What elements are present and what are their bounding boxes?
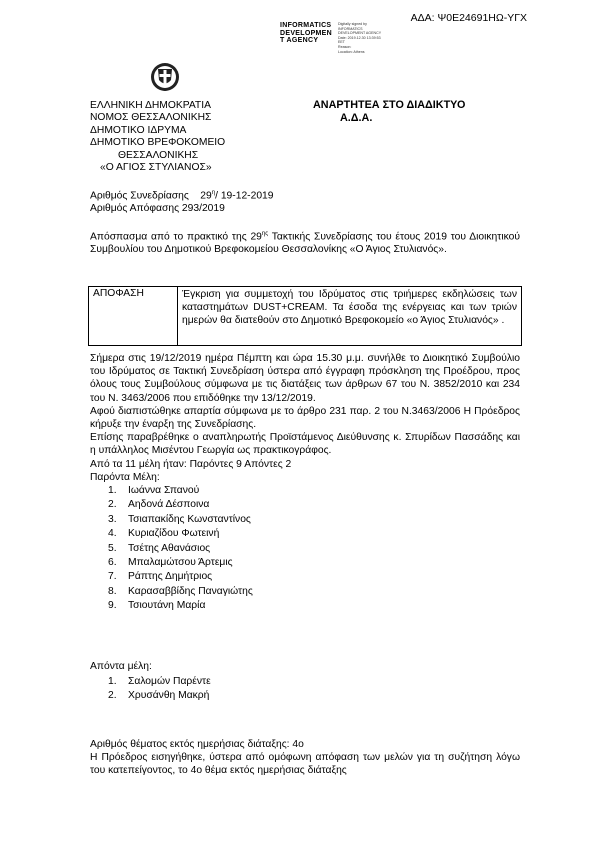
quorum-paragraph: Αφού διαπιστώθηκε απαρτία σύμφωνα με το άρθρο 231 παρ. 2 του Ν.3463/2006 Η Πρόεδρος κήρυξε την έναρξη της Συνεδρίασης. bbox=[90, 405, 520, 431]
decision-text: Έγκριση για συμμετοχή του Ιδρύματος στις τριήμερες εκδηλώσεις των καταστημάτων DUST+CREAM. Τα έσοδα της ενέργειας και των τριών ημερών θα διατεθούν στο Δημοτικό Βρεφοκομείο «ο Άγιος Στυλιανός» . bbox=[182, 289, 517, 326]
member-count-paragraph: Από τα 11 μέλη ήταν: Παρόντες 9 Απόντες 2 bbox=[90, 458, 292, 470]
present-members-label: Παρόντα Μέλη: bbox=[90, 471, 160, 483]
session-number-line: Αριθμός Συνεδρίασης $29^\eta/$ 19-12-2019 bbox=[90, 190, 274, 202]
list-item: 1. Ιωάννα Σπανού bbox=[108, 485, 200, 497]
absent-members bbox=[90, 661, 520, 704]
agenda-item-number: Αριθμός θέματος εκτός ημερήσιας διάταξης: 4ο bbox=[90, 739, 304, 750]
issuer-institution: ΔΗΜΟΤΙΚΟ ΒΡΕΦΟΚΟΜΕΙΟ bbox=[90, 137, 226, 149]
list-item: 1. Σαλομών Παρέντε bbox=[108, 676, 211, 687]
attendance-paragraph: Επίσης παραβρέθηκε ο αναπληρωτής Προϊστάμενος Διεύθυνσης κ. Σπυρίδων Πασσάδης και η υπάλληλος Μισέντου Γεωργία ως πρακτικογράφος. bbox=[90, 432, 520, 457]
issuer-foundation: ΔΗΜΟΤΙΚΟ ΙΔΡΥΜΑ bbox=[90, 124, 187, 136]
issuer-block bbox=[90, 100, 225, 174]
list-item: 7. Ράπτης Δημήτριος bbox=[108, 571, 213, 583]
list-item: 2. Χρυσάνθη Μακρή bbox=[108, 690, 210, 702]
excerpt-paragraph: Απόσπασμα από το πρακτικό της $29^{\eta\varsigma}$ Τακτικής Συνεδρίασης του έτους 2019 του Διοικητικού Συμβουλίου του Δημοτικού Βρεφοκομείου Θεσσαλονίκης «Ο Άγιος Στυλιανός». bbox=[90, 231, 521, 256]
list-item: 4. Κυριαζίδου Φωτεινή bbox=[108, 528, 220, 540]
greek-emblem-icon bbox=[150, 62, 180, 92]
list-item: 8. Καρασαββίδης Παναγιώτης bbox=[108, 585, 253, 597]
absent-members-label: Απόντα μέλη: bbox=[90, 661, 152, 672]
signature-agency-name: INFORMATICS DEVELOPMEN T AGENCY bbox=[280, 22, 333, 44]
list-item: 9. Τσιουτάνη Μαρία bbox=[108, 600, 206, 612]
list-item: 3. Τσιαπακίδης Κωνσταντίνος bbox=[108, 513, 251, 525]
posting-notice bbox=[313, 99, 465, 125]
digital-signature-stamp bbox=[280, 22, 381, 54]
decision-number-line: Αριθμός Απόφασης 293/2019 bbox=[90, 202, 225, 214]
absent-members-list bbox=[90, 675, 520, 704]
list-item: 2. Αηδονά Δέσποινα bbox=[108, 499, 210, 511]
ada-label: Α.Δ.Α. bbox=[340, 112, 373, 124]
agenda-item-section bbox=[90, 738, 520, 778]
meeting-paragraph: Σήμερα στις 19/12/2019 ημέρα Πέμπτη και ώρα 15.30 μ.μ. συνήλθε το Διοικητικό Συμβούλιο του Ιδρύματος σε Τακτική Συνεδρίαση ύστερα από έγγραφη πρόσκληση της Προέδρου, προς όλους τους Συμβούλους σύμφωνα με τις διατάξεις των άρθρων 67 του Ν. 3852/2010 και 234 του Ν. 3463/2006 που επιδόθηκε την 13/12/2019. bbox=[90, 353, 520, 404]
ada-number: ΑΔΑ: Ψ0Ε24691ΗΩ-ΥΓΧ bbox=[410, 12, 527, 24]
list-item: 6. Μπαλαμώτσου Άρτεμις bbox=[108, 557, 233, 569]
agenda-item-intro: Η Πρόεδρος εισηγήθηκε, ύστερα από ομόφωνη απόφαση των μελών για τη συζήτηση λόγω του κατεπείγοντος, το 4ο θέμα εκτός ημερήσιας διάταξης bbox=[90, 752, 520, 777]
issuer-city: ΘΕΣΣΑΛΟΝΙΚΗΣ bbox=[118, 149, 199, 161]
signature-details: Digitally signed by INFORMATICS DEVELOPMENT AGENCY Date: 2019.12.30 13:39:53 EET Reason: Location: Athens bbox=[338, 22, 382, 54]
decision-box bbox=[88, 286, 522, 346]
posting-title: ΑΝΑΡΤΗΤΕΑ ΣΤΟ ΔΙΑΔΙΚΤΥΟ bbox=[313, 99, 466, 111]
session-info bbox=[90, 187, 274, 215]
issuer-saint: «Ο ΑΓΙΟΣ ΣΤΥΛΙΑΝΟΣ» bbox=[100, 162, 212, 174]
issuer-prefecture: ΝΟΜΟΣ ΘΕΣΣΑΛΟΝΙΚΗΣ bbox=[90, 112, 212, 124]
present-members-list bbox=[90, 484, 520, 614]
issuer-country: ΕΛΛΗΝΙΚΗ ΔΗΜΟΚΡΑΤΙΑ bbox=[90, 100, 211, 111]
minutes-body bbox=[90, 352, 520, 614]
list-item: 5. Τσέτης Αθανάσιος bbox=[108, 542, 211, 554]
decision-label: ΑΠΟΦΑΣΗ bbox=[89, 287, 178, 345]
